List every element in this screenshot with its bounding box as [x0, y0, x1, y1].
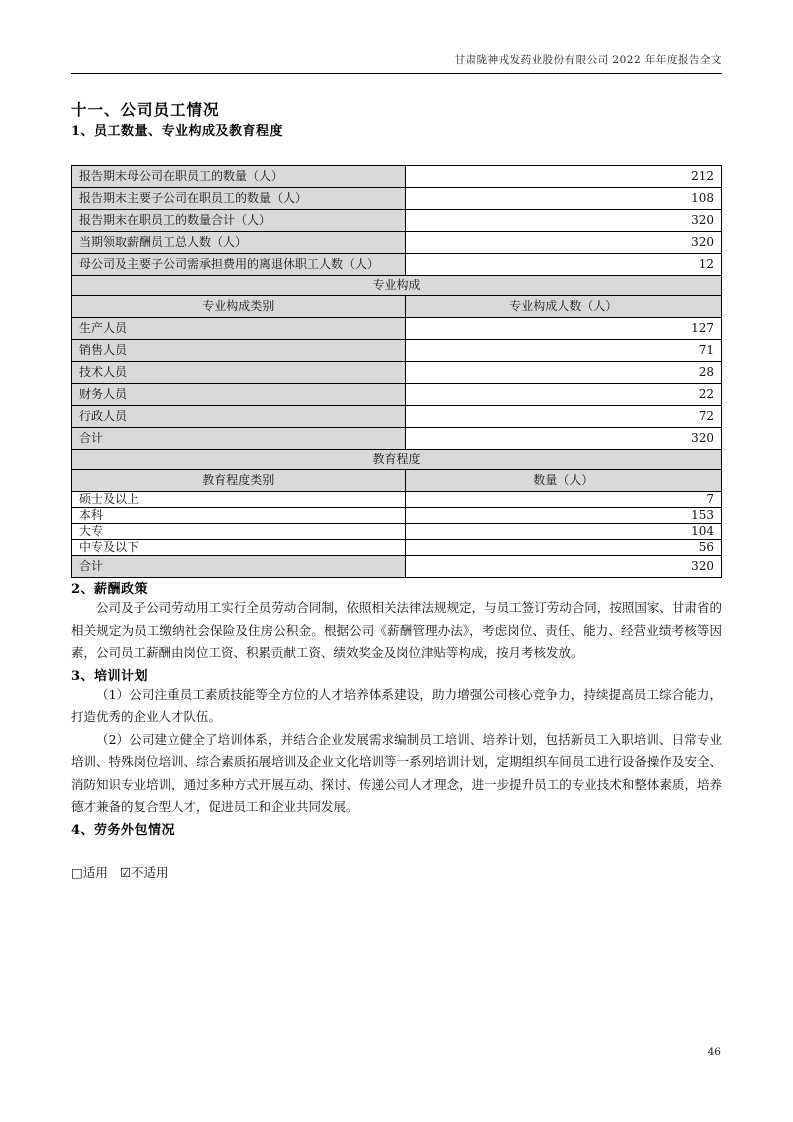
table-cell-label: 合计 [72, 556, 406, 578]
table-cell-label: 专业构成类别 [72, 296, 406, 318]
table-cell-label: 报告期末在职员工的数量合计（人） [72, 210, 406, 232]
table-cell-label: 财务人员 [72, 384, 406, 406]
table-row [72, 450, 722, 470]
table-row [72, 210, 722, 232]
table-cell-value: 22 [405, 384, 722, 406]
training-plan-paragraph-2: （2）公司建立健全了培训体系，并结合企业发展需求编制员工培训、培养计划，包括新员工入职培训、日常专业培训、特殊岗位培训、综合素质拓展培训及企业文化培训等一系列培训计划，定期组织车间员工进行设备操作及安全、消防知识专业培训，通过多种方式开展互动、探讨、传递公司人才理念，进一步提升员工的专业技术和整体素质，培养德才兼备的复合型人才，促进员工和企业共同发展。 [71, 731, 722, 814]
checkbox-unchecked-icon: □ [71, 864, 83, 880]
header-title: 甘肃陇神戎发药业股份有限公司 2022 年年度报告全文 [454, 54, 722, 66]
table-cell-value: 108 [405, 188, 722, 210]
table-row [72, 276, 722, 296]
table-cell-label: 生产人员 [72, 318, 406, 340]
table-row [72, 232, 722, 254]
table-cell-value: 28 [405, 362, 722, 384]
checkbox-checked-icon: ☑ [119, 864, 132, 880]
table-row [72, 384, 722, 406]
table-cell-value: 71 [405, 340, 722, 362]
table-cell-value: 320 [405, 556, 722, 578]
subsection-3-title: 3、培训计划 [71, 668, 149, 684]
table-row [72, 188, 722, 210]
table-cell-value: 104 [405, 524, 722, 540]
table-row [72, 362, 722, 384]
checkbox-applicable-label: 适用 [82, 864, 108, 880]
subsection-4-title: 4、劳务外包情况 [71, 822, 176, 838]
table-cell-value: 72 [405, 406, 722, 428]
table-row [72, 492, 722, 508]
table-cell-value: 12 [405, 254, 722, 276]
table-cell-label: 销售人员 [72, 340, 406, 362]
table-row [72, 508, 722, 524]
table-cell-label: 大专 [72, 524, 406, 540]
table-row [72, 540, 722, 556]
section-title-employees: 十一、公司员工情况 [71, 100, 220, 119]
table-cell-label: 合计 [72, 428, 406, 450]
table-cell-value: 7 [405, 492, 722, 508]
table-row [72, 254, 722, 276]
table-row [72, 318, 722, 340]
table-cell-value: 320 [405, 232, 722, 254]
page-header [71, 0, 722, 74]
table-section-caption: 专业构成 [72, 276, 722, 296]
table-cell-label: 本科 [72, 508, 406, 524]
employee-table-body [72, 166, 722, 578]
table-row [72, 340, 722, 362]
checkbox-applicable [71, 865, 108, 880]
table-cell-label: 教育程度类别 [72, 470, 406, 492]
table-cell-label: 行政人员 [72, 406, 406, 428]
table-cell-label: 硕士及以上 [72, 492, 406, 508]
checkbox-not-applicable [120, 865, 169, 880]
table-cell-value: 320 [405, 210, 722, 232]
training-plan-paragraph-1: （1）公司注重员工素质技能等全方位的人才培养体系建设，助力增强公司核心竞争力，持续提高员工综合能力，打造优秀的企业人才队伍。 [71, 686, 722, 724]
subsection-2-title: 2、薪酬政策 [71, 582, 149, 597]
table-section-caption: 教育程度 [72, 450, 722, 470]
page-number: 46 [707, 1046, 721, 1058]
table-row [72, 406, 722, 428]
table-cell-label: 母公司及主要子公司需承担费用的离退休职工人数（人） [72, 254, 406, 276]
table-cell-value: 56 [405, 540, 722, 556]
subsection-1-title: 1、员工数量、专业构成及教育程度 [71, 124, 284, 139]
employee-table [71, 165, 722, 578]
salary-policy-paragraph: 公司及子公司劳动用工实行全员劳动合同制，依照相关法律法规规定，与员工签订劳动合同，按照国家、甘肃省的相关规定为员工缴纳社会保险及住房公积金。根据公司《薪酬管理办法》，考虑岗位、责任、能力、经营业绩考核等因素，公司员工薪酬由岗位工资、积累贡献工资、绩效奖金及岗位津贴等构成，按月考核发放。 [71, 600, 722, 660]
table-cell-value: 212 [405, 166, 722, 188]
table-cell-label: 中专及以下 [72, 540, 406, 556]
applicability-checkline [71, 863, 722, 881]
table-row [72, 166, 722, 188]
table-cell-label: 当期领取薪酬员工总人数（人） [72, 232, 406, 254]
page-content [71, 98, 722, 881]
table-cell-value: 数量（人） [405, 470, 722, 492]
table-row [72, 470, 722, 492]
table-cell-value: 153 [405, 508, 722, 524]
checkbox-not-applicable-label: 不适用 [131, 864, 169, 880]
table-cell-value: 127 [405, 318, 722, 340]
table-row [72, 524, 722, 540]
table-cell-label: 技术人员 [72, 362, 406, 384]
table-cell-label: 报告期末主要子公司在职员工的数量（人） [72, 188, 406, 210]
table-row [72, 556, 722, 578]
table-cell-value: 专业构成人数（人） [405, 296, 722, 318]
table-cell-value: 320 [405, 428, 722, 450]
table-row [72, 428, 722, 450]
table-row [72, 296, 722, 318]
table-cell-label: 报告期末母公司在职员工的数量（人） [72, 166, 406, 188]
